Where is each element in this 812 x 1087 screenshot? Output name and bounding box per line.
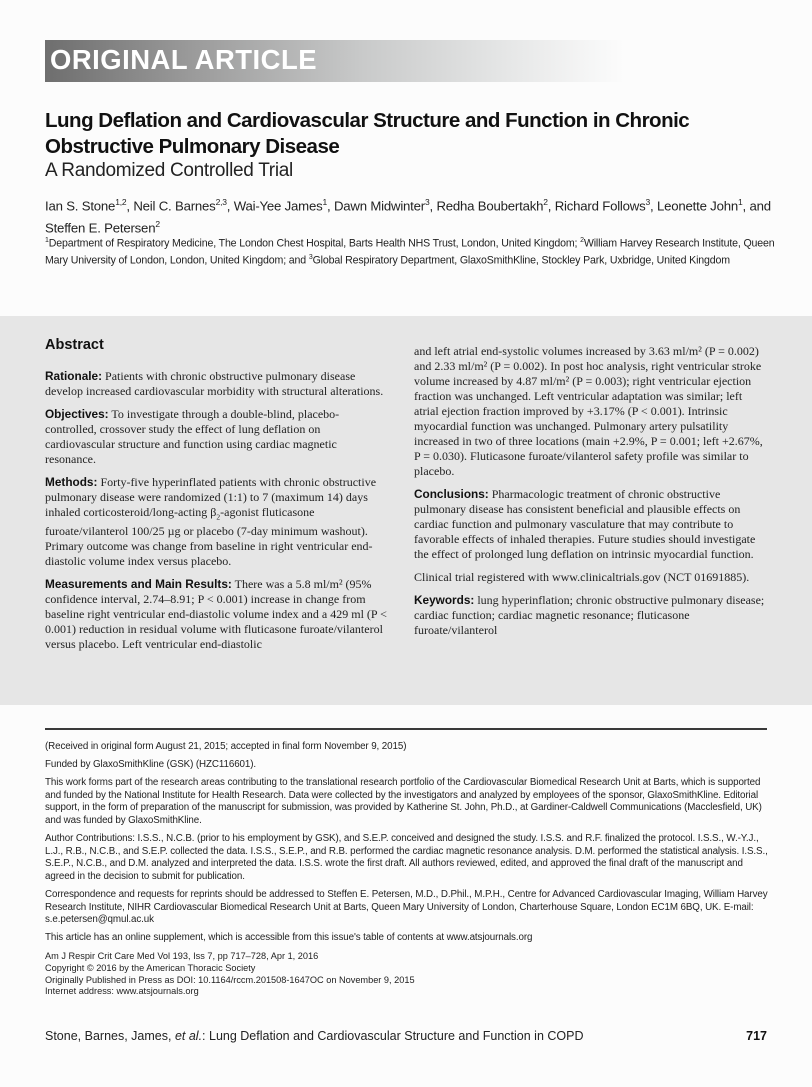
copyright-line: Copyright © 2016 by the American Thoracic Society [45, 962, 256, 973]
author-name: Leonette John [656, 198, 738, 214]
rationale-text: Patients with chronic obstructive pulmonary disease develop increased cardiovascular morbidity with structural alterations. [45, 369, 384, 398]
abstract-results-part2 [414, 344, 769, 479]
affiliation-text: Department of Respiratory Medicine, The London Chest Hospital, Barts Health NHS Trust, London, United Kingdom; [48, 237, 581, 250]
supplement-note: This article has an online supplement, which is accessible from this issue's table of contents at www.atsjournals.org [45, 932, 533, 944]
affiliation-number: 3 [308, 254, 313, 262]
article-type-label: ORIGINAL ARTICLE [50, 44, 318, 75]
author-contributions: Author Contributions: I.S.S., N.C.B. (prior to his employment by GSK), and S.E.P. conceived and designed the study. I.S.S. and R.F. finalized the protocol. I.S.S., W.-Y.J., L.J., R.B., N.C.B., and S.E.P. collected the data. I.S.S., S.E.P., and R.B. performed the cardiac magnetic resonance analysis. D.M. performed the statistical analysis. I.S.S., S.E.P., N.C.B., and D.M. analyzed and interpreted the data. I.S.S. wrote the first draft. All authors reviewed, edited, and approved the final draft of the manuscript and agreed in the decision to submit for publication. [45, 833, 768, 882]
author-affiliation-mark: 3 [645, 197, 651, 207]
author-name: Richard Follows [554, 198, 646, 214]
author-affiliation-mark: 1,2 [115, 197, 127, 207]
author-affiliation-mark: 1 [737, 197, 743, 207]
keywords-label: Keywords: [414, 593, 475, 607]
methods-text-b: -agonist fluticasone furoate/vilanterol 100/25 µg or placebo (7-day minimum washout). Primary outcome was change from baseline in right ventricular end-diastolic volume index versus placebo. [45, 505, 373, 569]
received-note: (Received in original form August 21, 2015; accepted in final form November 9, 2015) [45, 741, 407, 752]
author-name: Wai-Yee James [233, 198, 323, 214]
section-divider [45, 728, 767, 730]
running-authors: Stone, Barnes, James, [45, 1029, 172, 1043]
author-affiliation-mark: 3 [424, 197, 430, 207]
internet-address: Internet address: www.atsjournals.org [45, 986, 199, 997]
research-statement: This work forms part of the research areas contributing to the translational research portfolio of the Cardiovascular Biomedical Research Unit at Barts, which is supported and funded by the National Institute for Health Research. Data were collected by the investigators and analyzed by employees of the sponsor, GlaxoSmithKline. Editorial support, in the form of preparation of the manuscript for submission, was provided by Katherine St. John, Ph.D., at Gardiner-Caldwell Communications (Macclesfield, UK) and was funded by GlaxoSmithKline. [45, 777, 762, 826]
trial-registration: Clinical trial registered with www.clinicaltrials.gov (NCT 01691885). [414, 570, 750, 584]
affiliation-text: Global Respiratory Department, GlaxoSmithKline, Stockley Park, Uxbridge, United Kingdom [312, 254, 730, 267]
running-title: : Lung Deflation and Cardiovascular Structure and Function in COPD [202, 1029, 584, 1043]
affiliation-number: 1 [45, 237, 49, 244]
article-subtitle: A Randomized Controlled Trial [45, 160, 293, 181]
objectives-text: To investigate through a double-blind, placebo-controlled, crossover study the effect of lung deflation on cardiovascular structure and function using cardiac magnetic resonance. [45, 407, 340, 466]
author-affiliation-mark: 1 [322, 197, 328, 207]
abstract-right-column [414, 344, 769, 646]
article-type-banner [45, 40, 625, 82]
affiliation-text: William Harvey Research Institute, Queen Mary University of London, London, United Kingdom; and [45, 237, 775, 267]
author-name: Ian S. Stone [45, 198, 116, 214]
keywords-text: lung hyperinflation; chronic obstructive pulmonary disease; cardiac function; cardiac magnetic resonance; fluticasone furoate/vilanterol [414, 593, 765, 637]
page-number: 717 [746, 1029, 767, 1043]
author-list: Ian S. Stone$^{1,2}$, Neil C. Barnes$^{2,3}$, Wai-Yee James$^1$, Dawn Midwinter$^3$, Redha Boubertakh$^2$, Richard Follows$^3$, Leonette John$^1$, and Steffen E. Petersen$^2$ [45, 197, 771, 236]
running-et-al: et al. [174, 1029, 203, 1043]
objectives-label: Objectives: [45, 407, 109, 421]
abstract-keywords [414, 593, 769, 638]
affiliations [45, 234, 775, 268]
funding-note: Funded by GlaxoSmithKline (GSK) (HZC116601). [45, 759, 257, 771]
author-name: Neil C. Barnes [133, 198, 216, 214]
publication-info [45, 951, 770, 998]
running-footer [45, 1029, 767, 1043]
doi-line: Originally Published in Press as DOI: 10.1164/rccm.201508-1647OC on November 9, 2015 [45, 974, 415, 985]
methods-label: Methods: [45, 475, 98, 489]
article-notes [45, 741, 770, 950]
abstract-conclusions [414, 487, 769, 562]
abstract-left-column [45, 369, 390, 660]
article-title: Lung Deflation and Cardiovascular Structure and Function in Chronic Obstructive Pulmonary Disease [45, 109, 690, 158]
author-affiliation-mark: 2 [543, 197, 548, 207]
conclusions-text: Pharmacologic treatment of chronic obstructive pulmonary disease has consistent beneficial and plausible effects on cardiac function and pulmonary vasculature that may contribute to favorable effects of inhaled therapies. Future studies should investigate the effect of prolonged lung deflation on intrinsic myocardial function. [414, 487, 756, 561]
abstract-methods [45, 475, 390, 569]
correspondence-note: Correspondence and requests for reprints should be addressed to Steffen E. Petersen, M.D., D.Phil., M.P.H., Centre for Advanced Cardiovascular Imaging, William Harvey Research Institute, NIHR Cardiovascular Biomedical Research Unit at Barts, Queen Mary University of London, Charterhouse Square, London EC1M 6BQ, UK. E-mail: s.e.petersen@qmul.ac.uk [45, 888, 768, 926]
affiliation-number: 2 [580, 237, 584, 244]
journal-citation: Am J Respir Crit Care Med Vol 193, Iss 7, pp 717–728, Apr 1, 2016 [45, 951, 319, 961]
abstract-heading: Abstract [45, 337, 104, 353]
author-affiliation-mark: 2,3 [215, 197, 227, 207]
author-name: Steffen E. Petersen [45, 220, 156, 236]
conclusions-label: Conclusions: [414, 487, 489, 501]
methods-text-a: Forty-five hyperinflated patients with chronic obstructive pulmonary disease were randomized (1:1) to 7 (maximum 14) days inhaled corticosteroid/long-acting β [45, 475, 377, 519]
abstract-objectives [45, 407, 390, 467]
rationale-label: Rationale: [45, 369, 103, 383]
results-text-left: There was a 5.8 ml/m² (95% confidence interval, 2.74–8.91; P < 0.001) increase in change from baseline right ventricular end-diastolic volume index and a 429 ml (P < 0.001) reduction in residual volume with fluticasone furoate/vilanterol versus placebo. Left ventricular end-diastolic [45, 577, 387, 652]
author-name: Redha Boubertakh [436, 198, 544, 214]
results-text-right: and left atrial end-systolic volumes increased by 3.63 ml/m² (P = 0.002) and 2.33 ml/m² (P = 0.002). In post hoc analysis, right ventricular stroke volume increased by 4.87 ml/m² (P = 0.003); right ventricular ejection fraction was unchanged. Left ventricular adaptation was similar; left atrial ejection fraction improved by +3.17% (P < 0.001). Intrinsic myocardial function was unchanged. Pulmonary artery pulsatility increased in two of three locations (main +2.9%, P = 0.001; left +2.67%, P = 0.030). Fluticasone furoate/vilanterol safety profile was similar to placebo. [414, 344, 763, 478]
abstract-rationale [45, 369, 390, 399]
abstract-results-part1 [45, 577, 390, 652]
results-label: Measurements and Main Results: [45, 577, 232, 592]
author-name: Dawn Midwinter [333, 198, 425, 214]
author-affiliation-mark: 2 [155, 219, 160, 230]
methods-subscript: 2 [216, 512, 221, 522]
